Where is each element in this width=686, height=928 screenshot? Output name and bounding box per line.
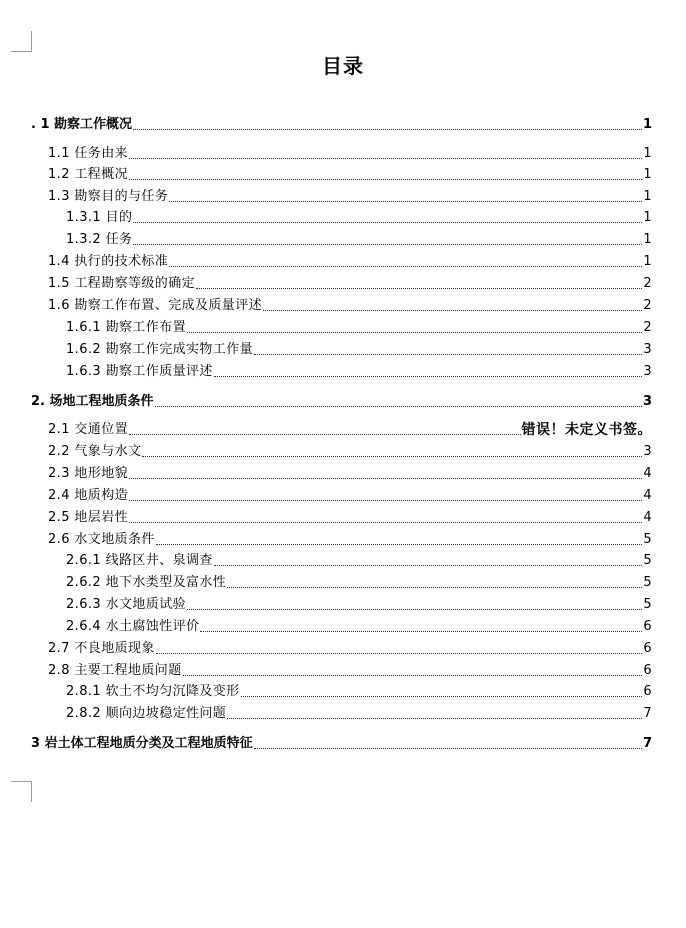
leader-dots <box>129 178 642 180</box>
toc-entry[interactable]: 2.6.3 水文地质试验 5 <box>66 597 652 612</box>
leader-dots <box>129 521 642 523</box>
toc-entry[interactable]: 2. 场地工程地质条件 3 <box>31 394 652 409</box>
toc-entry[interactable]: 2.6 水文地质条件 5 <box>48 532 652 547</box>
leader-dots <box>187 331 642 333</box>
leader-dots <box>129 477 642 479</box>
leader-dots <box>133 128 642 130</box>
toc-entry[interactable]: 2.7 不良地质现象 6 <box>48 641 652 656</box>
leader-dots <box>169 200 642 202</box>
toc-entry[interactable]: . 1 勘察工作概况 1 <box>31 117 652 132</box>
toc-entry[interactable]: 1.6.3 勘察工作质量评述 3 <box>66 364 652 379</box>
toc-entry[interactable]: 3 岩土体工程地质分类及工程地质特征 7 <box>31 736 652 751</box>
leader-dots <box>263 309 642 311</box>
leader-dots <box>214 564 643 566</box>
toc-entry[interactable]: 1.2 工程概况 1 <box>48 167 652 182</box>
toc-entry[interactable]: 1.3.1 目的 1 <box>66 210 652 225</box>
toc-entry[interactable]: 2.2 气象与水文 3 <box>48 444 652 459</box>
leader-dots <box>129 433 520 435</box>
bookmark-error: 错误！未定义书签。 <box>521 422 652 438</box>
toc-entry[interactable]: 2.6.1 线路区井、泉调查 5 <box>66 553 652 568</box>
leader-dots <box>200 630 642 632</box>
leader-dots <box>227 586 642 588</box>
leader-dots <box>133 221 642 223</box>
leader-dots <box>129 157 642 159</box>
leader-dots <box>155 405 642 407</box>
leader-dots <box>196 287 642 289</box>
leader-dots <box>156 652 643 654</box>
toc-entry[interactable]: 2.8.2 顺向边坡稳定性问题 7 <box>66 706 652 721</box>
toc-entry[interactable]: 1.4 执行的技术标准 1 <box>48 254 652 269</box>
toc-title: 目录 <box>322 54 364 78</box>
toc-entry[interactable]: 1.1 任务由来 1 <box>48 146 652 161</box>
leader-dots <box>169 265 642 267</box>
leader-dots <box>156 543 643 545</box>
leader-dots <box>227 717 642 719</box>
toc-entry[interactable]: 2.1 交通位置 错误！未定义书签。 <box>48 422 652 438</box>
toc-entry[interactable]: 2.8.1 软土不均匀沉降及变形 6 <box>66 684 652 699</box>
toc-entry[interactable]: 2.4 地质构造 4 <box>48 488 652 503</box>
leader-dots <box>129 499 642 501</box>
leader-dots <box>214 375 643 377</box>
toc-entry[interactable]: 2.6.2 地下水类型及富水性 5 <box>66 575 652 590</box>
leader-dots <box>241 695 643 697</box>
toc-entry[interactable]: 1.3 勘察目的与任务 1 <box>48 189 652 204</box>
toc-entry[interactable]: 2.6.4 水土腐蚀性评价 6 <box>66 619 652 634</box>
toc-entry[interactable]: 1.6.2 勘察工作完成实物工作量 3 <box>66 342 652 357</box>
leader-dots <box>187 608 642 610</box>
leader-dots <box>183 674 643 676</box>
toc-entry[interactable]: 2.3 地形地貌 4 <box>48 466 652 481</box>
toc-entry[interactable]: 1.6.1 勘察工作布置 2 <box>66 320 652 335</box>
leader-dots <box>142 455 642 457</box>
toc-entry[interactable]: 2.8 主要工程地质问题 6 <box>48 663 652 678</box>
toc-entry[interactable]: 1.6 勘察工作布置、完成及质量评述 2 <box>48 298 652 313</box>
toc-entry[interactable]: 1.5 工程勘察等级的确定 2 <box>48 276 652 291</box>
toc-entry[interactable]: 2.5 地层岩性 4 <box>48 510 652 525</box>
leader-dots <box>254 353 642 355</box>
toc-entry[interactable]: 1.3.2 任务 1 <box>66 232 652 247</box>
leader-dots <box>133 243 642 245</box>
leader-dots <box>254 747 642 749</box>
